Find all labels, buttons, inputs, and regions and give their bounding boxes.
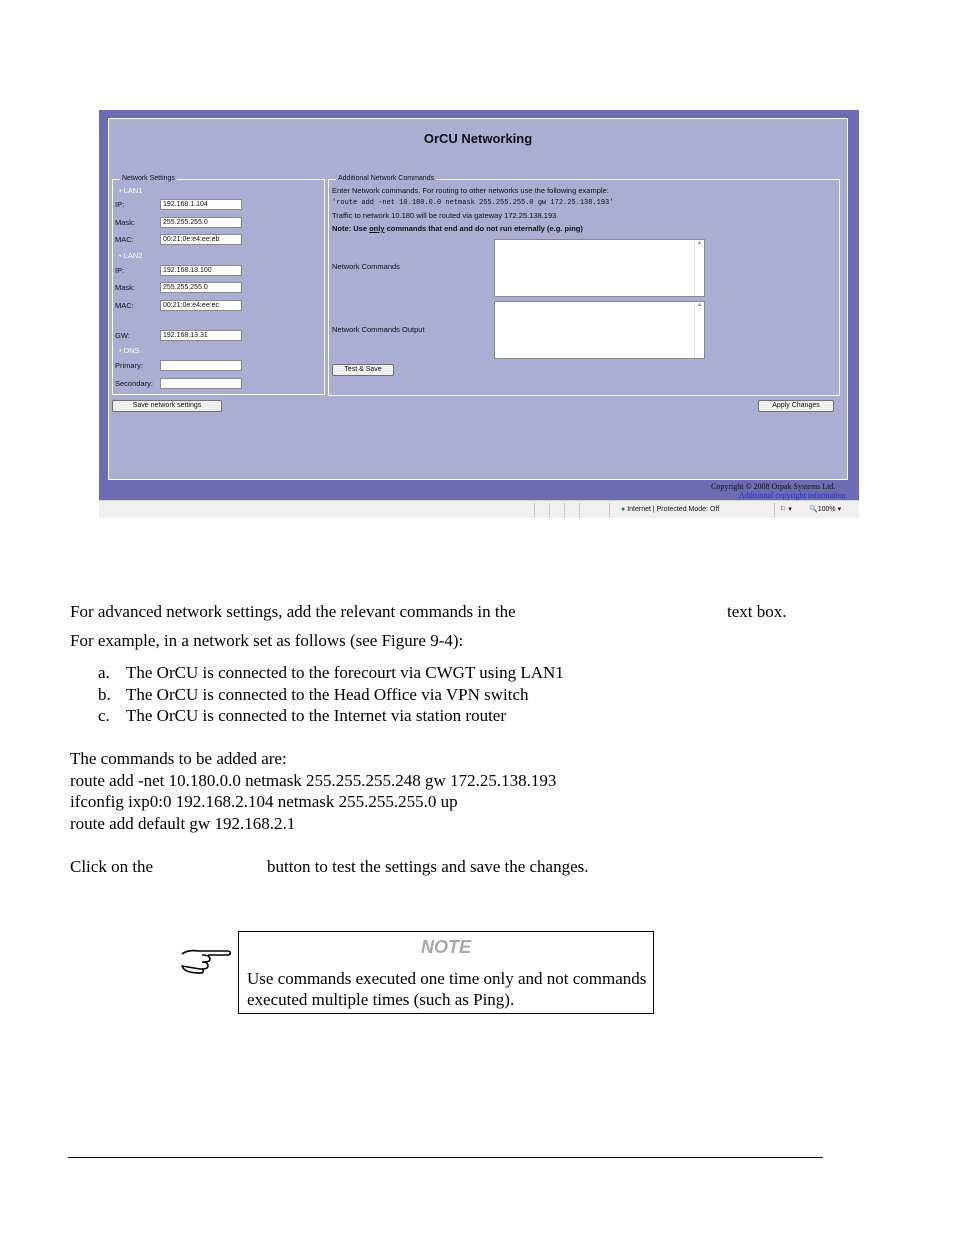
primary-dns-label: Primary: [115,361,143,370]
copyright-link[interactable]: Additional copyright information [739,491,846,500]
route-example-text: 'route add -net 10.180.0.0 netmask 255.255.255.0 gw 172.25.138.193' [332,199,614,207]
command-line: route add default gw 192.168.2.1 [70,814,296,833]
lan1-section-label: • LAN1 [119,186,143,195]
lan1-mac-input[interactable]: 00:21:0e:e4:ee:eb [160,234,242,245]
lan2-mask-label: Mask: [115,283,136,292]
lan1-ip-input[interactable]: 192.168.1.104 [160,199,242,210]
lan1-mask-label: Mask: [115,218,136,227]
save-network-settings-button[interactable]: Save network settings [112,400,222,412]
list-item: The OrCU is connected to the forecourt via CWGT using LAN1 [126,663,564,682]
zoom-dropdown[interactable]: 🔍100% ▾ [809,506,842,513]
network-commands-output-textarea[interactable] [494,301,705,359]
page-title: OrCU Networking [423,131,533,146]
globe-icon: ● [621,506,626,513]
lan1-ip-label: IP: [115,200,125,209]
apply-changes-button[interactable]: Apply Changes [758,400,834,412]
click-instruction-end: button to test the settings and save the changes. [267,857,589,876]
list-item-marker: a. [98,663,110,682]
gw-input[interactable]: 192.168.13.31 [160,330,242,341]
paragraph-advanced-settings-start: For advanced network settings, add the relevant commands in the [70,602,516,621]
primary-dns-input[interactable] [160,360,242,371]
network-commands-textarea[interactable] [494,239,705,297]
click-instruction-start: Click on the [70,857,154,876]
commands-note-text: Note: Use only commands that end and do not run eternally (e.g. ping) [332,224,583,233]
network-commands-output-label: Network Commands Output [332,325,425,334]
traffic-example-text: Traffic to network 10.180 will be routed via gateway 172.25.138.193 [332,211,557,220]
note-box [238,931,654,1014]
additional-commands-legend: Additional Network Commands [338,175,435,182]
browser-status-bar [99,500,859,518]
dns-section-label: • DNS [119,346,140,355]
paragraph-advanced-settings-end: text box. [727,602,787,621]
command-line: route add -net 10.180.0.0 netmask 255.255.255.248 gw 172.25.138.193 [70,771,557,790]
status-zone[interactable]: ● Internet | Protected Mode: Off [621,506,720,513]
lan2-ip-label: IP: [115,266,125,275]
lan2-mac-input[interactable]: 00:21:0e:e4:ee:ec [160,300,242,311]
command-line: ifconfig ixp0:0 192.168.2.104 netmask 255.255.255.0 up [70,792,458,811]
secondary-dns-label: Secondary: [115,379,153,388]
note-text: Use commands executed one time only and not commands executed multiple times (such as Ping). [247,969,647,1009]
scroll-up-icon[interactable]: ▲ [696,240,703,246]
scrollbar[interactable] [694,302,704,358]
commands-intro: The commands to be added are: [70,749,287,768]
lan1-mask-input[interactable]: 255.255.255.0 [160,217,242,228]
note-title: NOTE [420,937,471,957]
network-commands-label: Network Commands [332,262,400,271]
footer-divider [68,1157,823,1158]
scroll-up-icon[interactable]: ▲ [696,302,703,308]
bullet-icon: • [119,346,124,355]
bullet-icon: • [119,251,124,260]
secondary-dns-input[interactable] [160,378,242,389]
network-settings-legend: Network Settings [122,175,175,182]
test-save-button[interactable]: Test & Save [332,364,394,376]
list-item-marker: c. [98,706,110,725]
list-item: The OrCU is connected to the Head Office via VPN switch [126,685,529,704]
pointing-hand-icon [180,946,232,974]
networking-panel [108,118,848,480]
gw-label: GW: [115,331,130,340]
lan2-section-label: • LAN2 [119,251,143,260]
lan2-mask-input[interactable]: 255.255.255.0 [160,282,242,293]
lan2-mac-label: MAC: [115,301,134,310]
scrollbar[interactable] [694,240,704,296]
lan1-mac-label: MAC: [115,235,134,244]
orcu-networking-screenshot [99,110,859,518]
security-dropdown[interactable]: ⚐ ▾ [780,506,792,513]
bullet-icon: • [119,186,124,195]
list-item: The OrCU is connected to the Internet via station router [126,706,507,725]
paragraph-example: For example, in a network set as follows (see Figure 9-4): [70,631,464,650]
list-item-marker: b. [98,685,111,704]
lan2-ip-input[interactable]: 192.168.13.100 [160,265,242,276]
commands-intro-text: Enter Network commands. For routing to other networks use the following example: [332,186,609,195]
copyright-text: Copyright © 2008 Orpak Systems Ltd. [711,482,836,491]
shield-icon: ⚐ [780,506,787,513]
zoom-icon: 🔍 [809,506,818,513]
